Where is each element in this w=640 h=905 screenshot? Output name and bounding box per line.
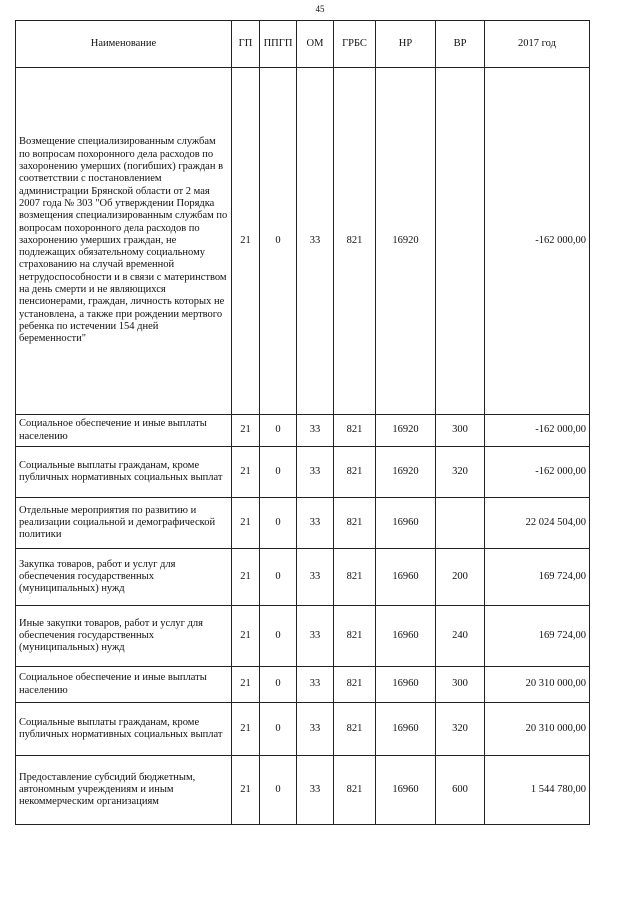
row-om: 33 [297,68,334,415]
row-gp: 21 [232,68,260,415]
row-ppgp: 0 [260,549,297,606]
row-name: Социальное обеспечение и иные выплаты населению [16,415,232,447]
table-row [16,415,590,447]
table-row [16,667,590,703]
row-vr [436,498,485,549]
column-header-grbs: ГРБС [334,21,376,68]
row-ppgp: 0 [260,756,297,825]
row-grbs: 821 [334,756,376,825]
row-amount: 169 724,00 [485,606,590,667]
header-row [16,21,590,68]
row-amount: -162 000,00 [485,447,590,498]
row-gp: 21 [232,606,260,667]
row-vr: 320 [436,447,485,498]
row-ppgp: 0 [260,703,297,756]
row-ppgp: 0 [260,606,297,667]
row-ppgp: 0 [260,447,297,498]
row-amount: 20 310 000,00 [485,667,590,703]
row-gp: 21 [232,756,260,825]
row-gp: 21 [232,498,260,549]
row-amount: -162 000,00 [485,68,590,415]
row-vr [436,68,485,415]
row-vr: 320 [436,703,485,756]
row-amount: 169 724,00 [485,549,590,606]
row-grbs: 821 [334,415,376,447]
row-nr: 16960 [376,703,436,756]
column-header-nr: НР [376,21,436,68]
column-header-ppgp: ППГП [260,21,297,68]
row-om: 33 [297,415,334,447]
row-amount: 20 310 000,00 [485,703,590,756]
row-name: Отдельные мероприятия по развитию и реализации социальной и демографической политики [16,498,232,549]
row-gp: 21 [232,549,260,606]
row-nr: 16960 [376,498,436,549]
row-ppgp: 0 [260,68,297,415]
row-nr: 16920 [376,68,436,415]
row-nr: 16920 [376,415,436,447]
column-header-om: ОМ [297,21,334,68]
row-gp: 21 [232,667,260,703]
table-row [16,447,590,498]
table-row [16,606,590,667]
row-om: 33 [297,703,334,756]
row-om: 33 [297,756,334,825]
table-row [16,703,590,756]
row-nr: 16960 [376,667,436,703]
table-header [16,21,590,68]
row-amount: 22 024 504,00 [485,498,590,549]
table-row [16,549,590,606]
row-nr: 16960 [376,549,436,606]
table-row [16,498,590,549]
table-body [16,68,590,825]
row-gp: 21 [232,447,260,498]
row-om: 33 [297,606,334,667]
row-name: Возмещение специализированным службам по вопросам похоронного дела расходов по захоронению умерших (погибших) граждан в соответствии с постановлением администрации Брянской области от 2 мая 2007 года № 303 "Об утверждении Порядка возмещения специализированным службам по вопросам похоронного дела расходов по захоронению умерших граждан, не подлежащих обязательному социальному страхованию на случай временной нетрудоспособности и в связи с материнством на день смерти и не являющихся пенсионерами, граждан, личность которых не установлена, а также при рождении мертвого ребенка по истечении 154 дней беременности" [16,68,232,415]
row-om: 33 [297,667,334,703]
row-om: 33 [297,498,334,549]
row-nr: 16960 [376,606,436,667]
row-grbs: 821 [334,447,376,498]
row-ppgp: 0 [260,415,297,447]
column-header-year: 2017 год [485,21,590,68]
row-vr: 300 [436,667,485,703]
row-name: Закупка товаров, работ и услуг для обеспечения государственных (муниципальных) нужд [16,549,232,606]
row-om: 33 [297,447,334,498]
row-ppgp: 0 [260,498,297,549]
row-grbs: 821 [334,549,376,606]
row-gp: 21 [232,415,260,447]
row-amount: -162 000,00 [485,415,590,447]
row-vr: 240 [436,606,485,667]
budget-table [15,20,590,825]
row-name: Иные закупки товаров, работ и услуг для обеспечения государственных (муниципальных) нужд [16,606,232,667]
row-nr: 16920 [376,447,436,498]
table-row [16,68,590,415]
row-grbs: 821 [334,606,376,667]
table-row [16,756,590,825]
row-vr: 600 [436,756,485,825]
column-header-vr: ВР [436,21,485,68]
row-nr: 16960 [376,756,436,825]
row-grbs: 821 [334,667,376,703]
column-header-gp: ГП [232,21,260,68]
row-name: Социальные выплаты гражданам, кроме публичных нормативных социальных выплат [16,447,232,498]
row-vr: 300 [436,415,485,447]
row-ppgp: 0 [260,667,297,703]
row-name: Социальное обеспечение и иные выплаты населению [16,667,232,703]
column-header-name: Наименование [16,21,232,68]
row-om: 33 [297,549,334,606]
row-grbs: 821 [334,498,376,549]
row-vr: 200 [436,549,485,606]
row-grbs: 821 [334,703,376,756]
page-number: 45 [315,4,325,14]
row-amount: 1 544 780,00 [485,756,590,825]
row-name: Социальные выплаты гражданам, кроме публичных нормативных социальных выплат [16,703,232,756]
row-gp: 21 [232,703,260,756]
row-name: Предоставление субсидий бюджетным, автономным учреждениям и иным некоммерческим организациям [16,756,232,825]
row-grbs: 821 [334,68,376,415]
